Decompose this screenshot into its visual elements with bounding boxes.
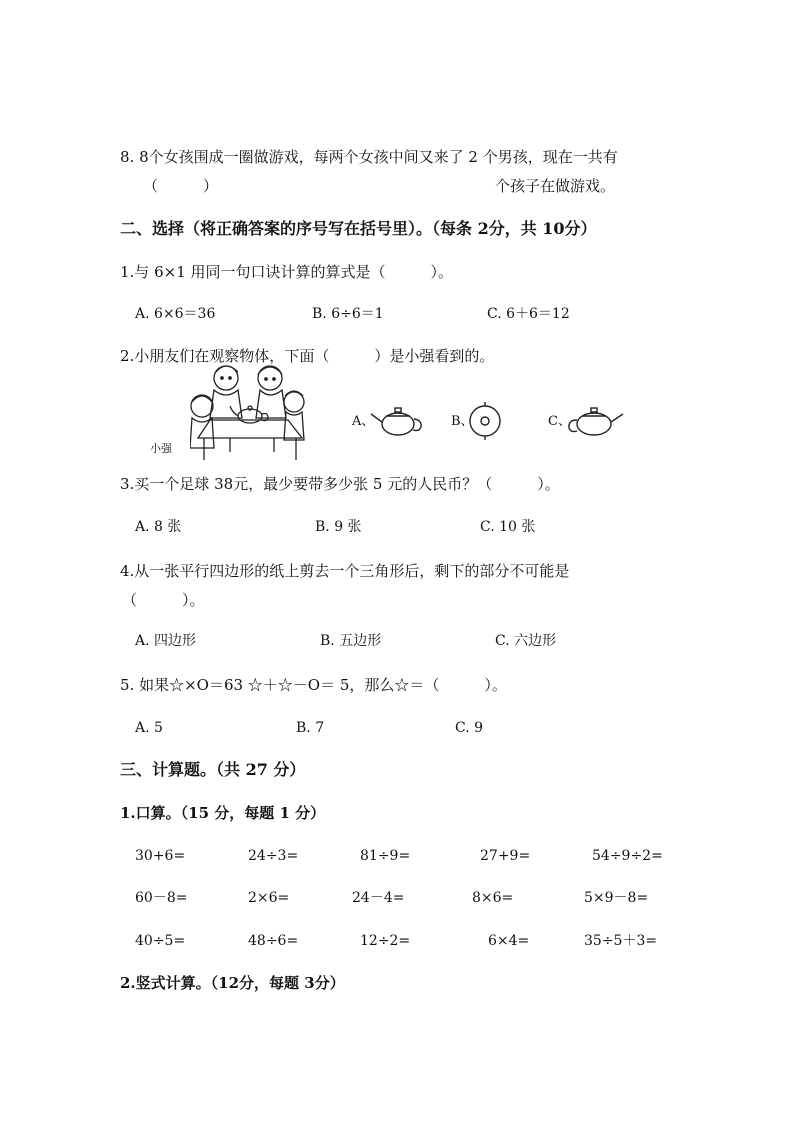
s2-q3-option-b[interactable]: B. 9 张: [315, 519, 362, 535]
oral-calc-item[interactable]: 60－8=: [135, 890, 188, 906]
s2-q4-option-a[interactable]: A. 四边形: [135, 633, 197, 649]
oral-calc-item[interactable]: 81÷9=: [360, 848, 411, 864]
s2-q4-answer-blank[interactable]: （ ）。: [122, 591, 205, 609]
oral-calc-item[interactable]: 24－4=: [352, 890, 405, 906]
oral-calc-item[interactable]: 2×6=: [248, 890, 290, 906]
s2-q2-scene-label: 小强: [150, 442, 172, 455]
section3-title: 三、计算题。（共 27 分）: [120, 760, 306, 779]
s2-q4-option-c[interactable]: C. 六边形: [495, 633, 557, 649]
s2-q4-option-b[interactable]: B. 五边形: [320, 633, 382, 649]
s2-q1-option-a[interactable]: A. 6×6＝36: [135, 306, 216, 322]
oral-calc-item[interactable]: 6×4=: [488, 933, 530, 949]
q8-answer-blank[interactable]: （ ）: [143, 177, 219, 195]
oral-calc-item[interactable]: 12÷2=: [360, 933, 411, 949]
s2-q1-option-b[interactable]: B. 6÷6＝1: [312, 306, 384, 322]
s2-q1-stem: 1.与 6×1 用同一句口诀计算的算式是（ ）。: [120, 263, 454, 281]
oral-calc-item[interactable]: 40÷5=: [135, 933, 186, 949]
oral-calc-item[interactable]: 30+6=: [135, 848, 186, 864]
section3-part2-title: 2.竖式计算。（12分，每题 3分）: [120, 974, 345, 992]
oral-calc-item[interactable]: 5×9－8=: [584, 890, 649, 906]
s2-q5-option-b[interactable]: B. 7: [296, 720, 325, 736]
s2-q2-option-c-label[interactable]: C、: [548, 414, 571, 429]
s2-q2-option-a-label[interactable]: A、: [352, 414, 375, 429]
s2-q3-option-c[interactable]: C. 10 张: [480, 519, 536, 535]
section2-title: 二、选择（将正确答案的序号写在括号里）。（每条 2分，共 10分）: [120, 219, 597, 238]
oral-calc-item[interactable]: 27+9=: [480, 848, 531, 864]
s2-q5-option-c[interactable]: C. 9: [455, 720, 484, 736]
oral-calc-item[interactable]: 35÷5＋3=: [584, 933, 658, 949]
s2-q1-option-c[interactable]: C. 6＋6＝12: [487, 306, 570, 322]
teapot-top-view-icon[interactable]: [465, 402, 507, 440]
children-observing-table-illustration: [190, 362, 310, 464]
q8-line1: 8. 8个女孩围成一圈做游戏，每两个女孩中间又来了 2 个男孩，现在一共有: [120, 148, 618, 166]
teapot-side-view-c-icon[interactable]: [564, 404, 626, 438]
oral-calc-item[interactable]: 8×6=: [472, 890, 514, 906]
s2-q2-stem: 2.小朋友们在观察物体，下面（ ）是小强看到的。: [120, 347, 495, 365]
oral-calc-item[interactable]: 48÷6=: [248, 933, 299, 949]
s2-q3-option-a[interactable]: A. 8 张: [135, 519, 182, 535]
q8-line2-end: 个孩子在做游戏。: [495, 177, 616, 195]
s2-q5-option-a[interactable]: A. 5: [135, 720, 163, 736]
oral-calc-item[interactable]: 54÷9÷2=: [592, 848, 663, 864]
s2-q3-stem: 3.买一个足球 38元，最少要带多少张 5 元的人民币？（ ）。: [120, 475, 560, 493]
section3-part1-title: 1.口算。（15 分，每题 1 分）: [120, 804, 326, 822]
oral-calc-item[interactable]: 24÷3=: [248, 848, 299, 864]
s2-q4-stem: 4.从一张平行四边形的纸上剪去一个三角形后，剩下的部分不可能是: [120, 562, 570, 580]
teapot-side-view-a-icon[interactable]: [368, 404, 424, 438]
s2-q2-option-b-label[interactable]: B、: [451, 414, 474, 429]
s2-q5-stem: 5. 如果☆×O＝63 ☆＋☆－O＝ 5，那么☆＝（ ）。: [120, 676, 507, 694]
